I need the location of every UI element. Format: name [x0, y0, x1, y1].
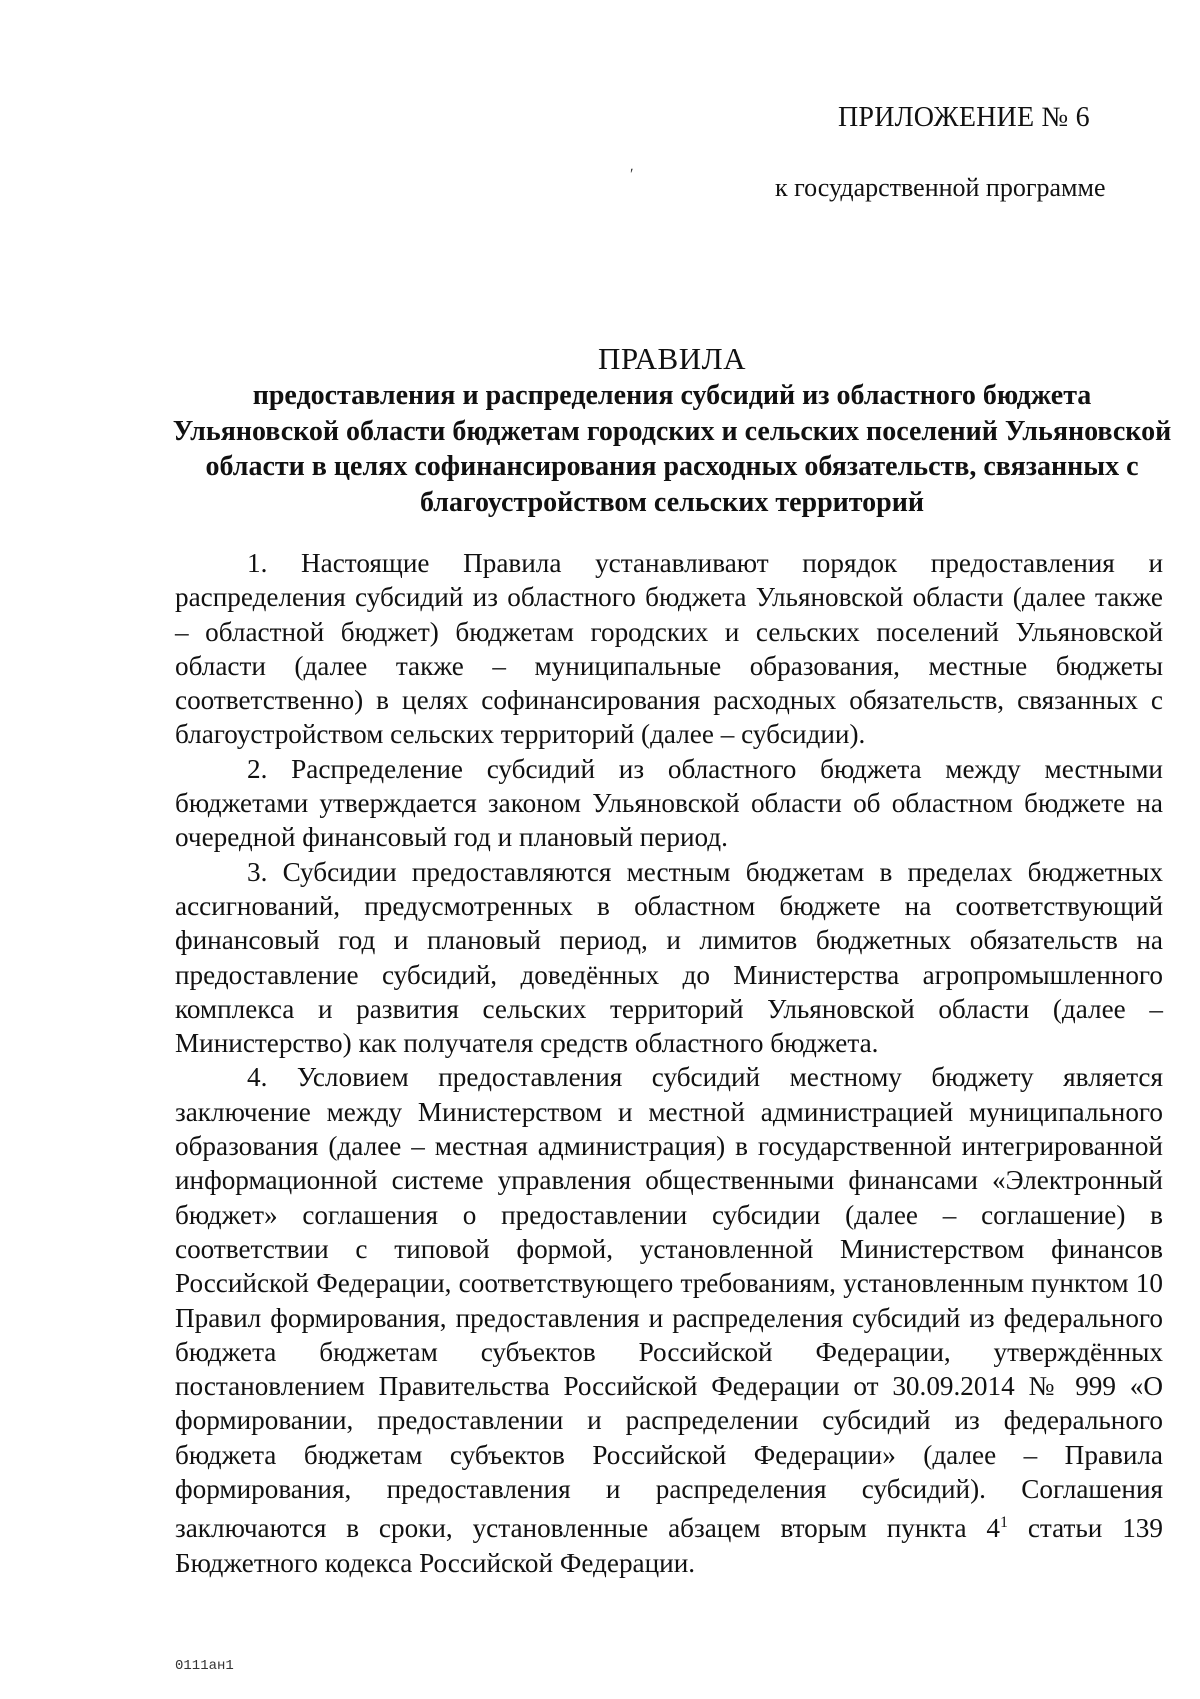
- paragraph-1: 1. Настоящие Правила устанавливают порядок предоставления и распределения субсидий из областного бюджета Ульяновской области (далее также – областной бюджет) бюджетам городских и сельских поселений Ульяновской области (далее также – муниципальные образования, местные бюджеты соответственно) в целях софинансирования расходных обязательств, связанных с благоустройством сельских территорий (далее – субсидии).: [175, 548, 1163, 750]
- paragraph-4-superscript: 1: [1000, 1514, 1008, 1532]
- stray-mark: ʹ: [630, 166, 634, 183]
- document-body: [175, 546, 1163, 1580]
- paragraph-4-text: 4. Условием предоставления субсидий местному бюджету является заключение между Министерством и местной администрацией муниципального образования (далее – местная администрация) в государственной интегрированной информационной системе управления общественными финансами «Электронный бюджет» соглашения о предоставлении субсидии (далее – соглашение) в соответствии с типовой формой, установленной Министерством финансов Российской Федерации, соответствующего требованиям, установленным пунктом 10 Правил формирования, предоставления и распределения субсидий из федерального бюджета бюджетам субъектов Российской Федерации, утверждённых постановлением Правительства Российской Федерации от 30.09.2014 № 999 «О формировании, предоставлении и распределении субсидий из федерального бюджета бюджетам субъектов Российской Федерации» (далее – Правила формирования, предоставления и распределения субсидий). Соглашения заключаются в сроки, установленные абзацем вторым пункта 4: [175, 1062, 1163, 1544]
- appendix-label: ПРИЛОЖЕНИЕ № 6: [838, 102, 1090, 133]
- paragraph-4: [175, 1060, 1163, 1580]
- appendix-subtitle: к государственной программе: [775, 173, 1106, 202]
- document-subtitle: предоставления и распределения субсидий из областного бюджета Ульяновской области бюджетам городских и сельских поселений Ульяновской области в целях софинансирования расходных обязательств, связанных с благоустройством сельских территорий: [172, 380, 1172, 518]
- document-heading: [172, 340, 1172, 520]
- document-title: ПРАВИЛА: [597, 341, 747, 376]
- footer-code: 0111ан1: [175, 1658, 234, 1674]
- paragraph-3: 3. Субсидии предоставляются местным бюджетам в пределах бюджетных ассигнований, предусмотренных в областном бюджете на соответствующий финансовый год и плановый период, и лимитов бюджетных обязательств на предоставление субсидий, доведённых до Министерства агропромышленного комплекса и развития сельских территорий Ульяновской области (далее – Министерство) как получателя средств областного бюджета.: [175, 856, 1163, 1059]
- paragraph-4-tail: статьи 139 Бюджетного кодекса Российской Федерации.: [175, 1513, 1163, 1578]
- paragraph-2: 2. Распределение субсидий из областного бюджета между местными бюджетами утверждается законом Ульяновской области об областном бюджете на очередной финансовый год и плановый период.: [175, 753, 1163, 853]
